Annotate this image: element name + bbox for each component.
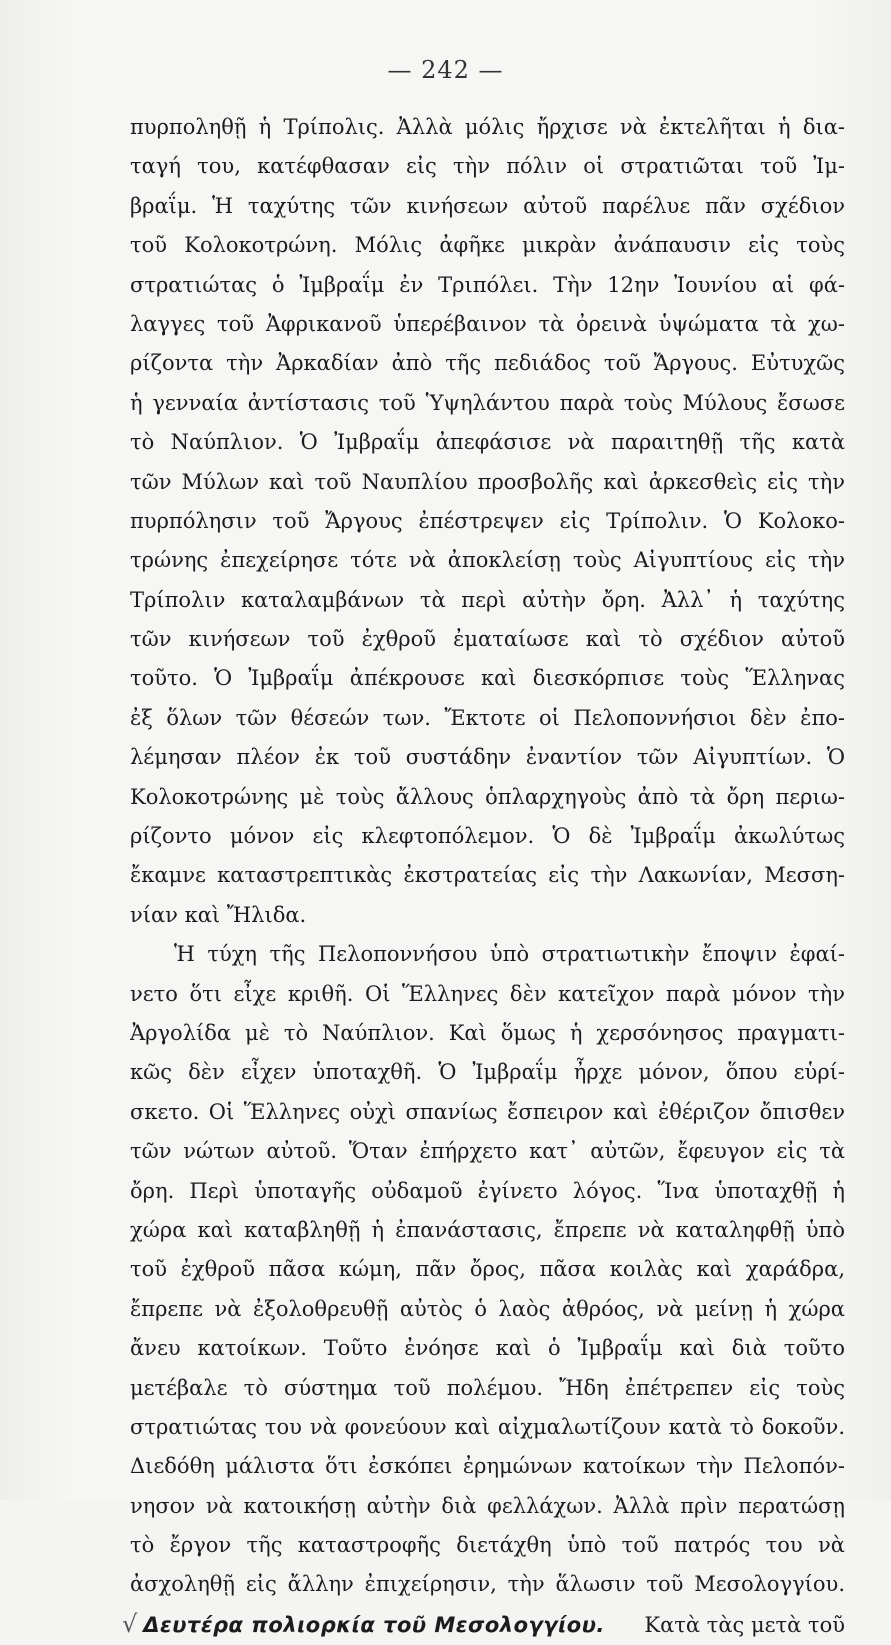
text-line: πυρποληθῇ ἡ Τρίπολις. Ἀλλὰ μόλις ἤρχισε νὰ ἐκτελῆται ἡ δια- bbox=[130, 115, 845, 139]
page-number: — 242 — bbox=[387, 56, 504, 84]
text-line: Κολοκοτρώνης μὲ τοὺς ἄλλους ὁπλαρχηγοὺς ἀπὸ τὰ ὄρη περιω- bbox=[130, 784, 845, 809]
text-line: ἔπρεπε νὰ ἐξολοθρευθῇ αὐτὸς ὁ λαὸς ἀθρόος, νὰ μείνῃ ἡ χώρα bbox=[130, 1296, 845, 1321]
text-line: τὸ ἔργον τῆς καταστροφῆς διετάχθη ὑπὸ τοῦ πατρός του νὰ bbox=[130, 1533, 845, 1558]
text-line: ἀσχοληθῇ εἰς ἄλλην ἐπιχείρησιν, τὴν ἅλωσιν τοῦ Μεσολογγίου. bbox=[130, 1572, 845, 1597]
text-line: Τρίπολιν καταλαμβάνων τὰ περὶ αὐτὴν ὄρη. Ἀλλ᾽ ἡ ταχύτης bbox=[130, 587, 845, 612]
text-line: Διεδόθη μάλιστα ὅτι ἐσκόπει ἐρημώνων κατοίκων τὴν Πελοπόν- bbox=[130, 1454, 845, 1479]
text-line: νετο ὅτι εἶχε κριθῆ. Οἱ Ἕλληνες δὲν κατεῖχον παρὰ μόνον τὴν bbox=[130, 981, 845, 1006]
text-line: τῶν Μύλων καὶ τοῦ Ναυπλίου προσβολῆς καὶ ἀρκεσθεὶς εἰς τὴν bbox=[130, 469, 845, 494]
text-line: στρατιώτας του νὰ φονεύουν καὶ αἰχμαλωτίζουν κατὰ τὸ δοκοῦν. bbox=[130, 1414, 845, 1439]
text-line-continuation: Κατὰ τὰς μετὰ τοῦ bbox=[644, 1612, 845, 1637]
section-heading-line bbox=[122, 1605, 845, 1644]
text-line: Ἡ τύχη τῆς Πελοποννήσου ὑπὸ στρατιωτικὴν ἔποψιν ἐφαί- bbox=[174, 942, 845, 967]
text-line: τῶν κινήσεων τοῦ ἐχθροῦ ἐματαίωσε καὶ τὸ σχέδιον αὐτοῦ bbox=[130, 627, 845, 652]
text-line: Ἀργολίδα μὲ τὸ Ναύπλιον. Καὶ ὅμως ἡ χερσόνησος πραγματι- bbox=[130, 1020, 845, 1045]
section-heading: Δευτέρα πολιορκία τοῦ Μεσολογγίου. bbox=[143, 1612, 605, 1637]
text-line: λέμησαν πλέον ἐκ τοῦ συστάδην ἐναντίον τῶν Αἰγυπτίων. Ὁ bbox=[130, 745, 845, 770]
text-line: σκετο. Οἱ Ἕλληνες οὐχὶ σπανίως ἔσπειρον καὶ ἐθέριζον ὄπισθεν bbox=[130, 1099, 845, 1124]
text-line: τοῦ Κολοκοτρώνη. Μόλις ἀφῆκε μικρὰν ἀνάπαυσιν εἰς τοὺς bbox=[130, 233, 845, 258]
text-line: ταγή του, κατέφθασαν εἰς τὴν πόλιν οἱ στρατιῶται τοῦ Ἰμ- bbox=[130, 154, 845, 179]
text-line: χώρα καὶ καταβληθῇ ἡ ἐπανάστασις, ἔπρεπε νὰ καταληφθῇ ὑπὸ bbox=[130, 1217, 845, 1242]
text-line: ρίζοντα τὴν Ἀρκαδίαν ἀπὸ τῆς πεδιάδος τοῦ Ἄργους. Εὐτυχῶς bbox=[130, 351, 845, 376]
text-line: μετέβαλε τὸ σύστημα τοῦ πολέμου. Ἤδη ἐπέτρεπεν εἰς τοὺς bbox=[130, 1375, 845, 1400]
text-line: νησον νὰ κατοικήσῃ αὐτὴν διὰ φελλάχων. Ἀλλὰ πρὶν περατώσῃ bbox=[130, 1493, 845, 1518]
text-line: ἄνευ κατοίκων. Τοῦτο ἐνόησε καὶ ὁ Ἰμβραΐμ καὶ διὰ τοῦτο bbox=[130, 1336, 845, 1361]
text-line: νίαν καὶ Ἤλιδα. bbox=[130, 902, 307, 927]
text-line: τῶν νώτων αὐτοῦ. Ὅταν ἐπήρχετο κατ᾽ αὐτῶν, ἔφευγον εἰς τὰ bbox=[130, 1139, 845, 1164]
text-line: ἔκαμνε καταστρεπτικὰς ἐκστρατείας εἰς τὴν Λακωνίαν, Μεσση- bbox=[130, 863, 845, 888]
body-text bbox=[122, 108, 845, 1644]
text-line: τοῦ ἐχθροῦ πᾶσα κώμη, πᾶν ὄρος, πᾶσα κοιλὰς καὶ χαράδρα, bbox=[130, 1257, 845, 1282]
text-line: στρατιώτας ὁ Ἰμβραΐμ ἐν Τριπόλει. Τὴν 12ην Ἰουνίου αἱ φά- bbox=[130, 272, 845, 297]
text-line: τρώνης ἐπεχείρησε τότε νὰ ἀποκλείσῃ τοὺς Αἰγυπτίους εἰς τὴν bbox=[130, 548, 845, 573]
text-line: λαγγες τοῦ Ἀφρικανοῦ ὑπερέβαινον τὰ ὀρεινὰ ὑψώματα τὰ χω- bbox=[130, 311, 845, 336]
text-line: ὄρη. Περὶ ὑποταγῆς οὐδαμοῦ ἐγίνετο λόγος. Ἵνα ὑποταχθῇ ἡ bbox=[130, 1178, 845, 1203]
text-line: ἡ γενναία ἀντίστασις τοῦ Ὑψηλάντου παρὰ τοὺς Μύλους ἔσωσε bbox=[130, 390, 845, 415]
text-line: τὸ Ναύπλιον. Ὁ Ἰμβραΐμ ἀπεφάσισε νὰ παραιτηθῇ τῆς κατὰ bbox=[130, 430, 845, 455]
text-line: πυρπόλησιν τοῦ Ἄργους ἐπέστρεψεν εἰς Τρίπολιν. Ὁ Κολοκο- bbox=[130, 508, 845, 533]
text-line: βραΐμ. Ἡ ταχύτης τῶν κινήσεων αὐτοῦ παρέλυε πᾶν σχέδιον bbox=[130, 193, 845, 218]
text-line: κῶς δὲν εἶχεν ὑποταχθῆ. Ὁ Ἰμβραΐμ ἦρχε μόνον, ὅπου εὑρί- bbox=[130, 1060, 845, 1085]
margin-check-mark: √ bbox=[122, 1609, 138, 1638]
text-line: ἐξ ὅλων τῶν θέσεών των. Ἔκτοτε οἱ Πελοποννήσιοι δὲν ἐπο- bbox=[130, 705, 845, 730]
text-line: ρίζοντο μόνον εἰς κλεφτοπόλεμον. Ὁ δὲ Ἰμβραΐμ ἀκωλύτως bbox=[130, 824, 845, 849]
text-line: τοῦτο. Ὁ Ἰμβραΐμ ἀπέκρουσε καὶ διεσκόρπισε τοὺς Ἕλληνας bbox=[130, 666, 845, 691]
